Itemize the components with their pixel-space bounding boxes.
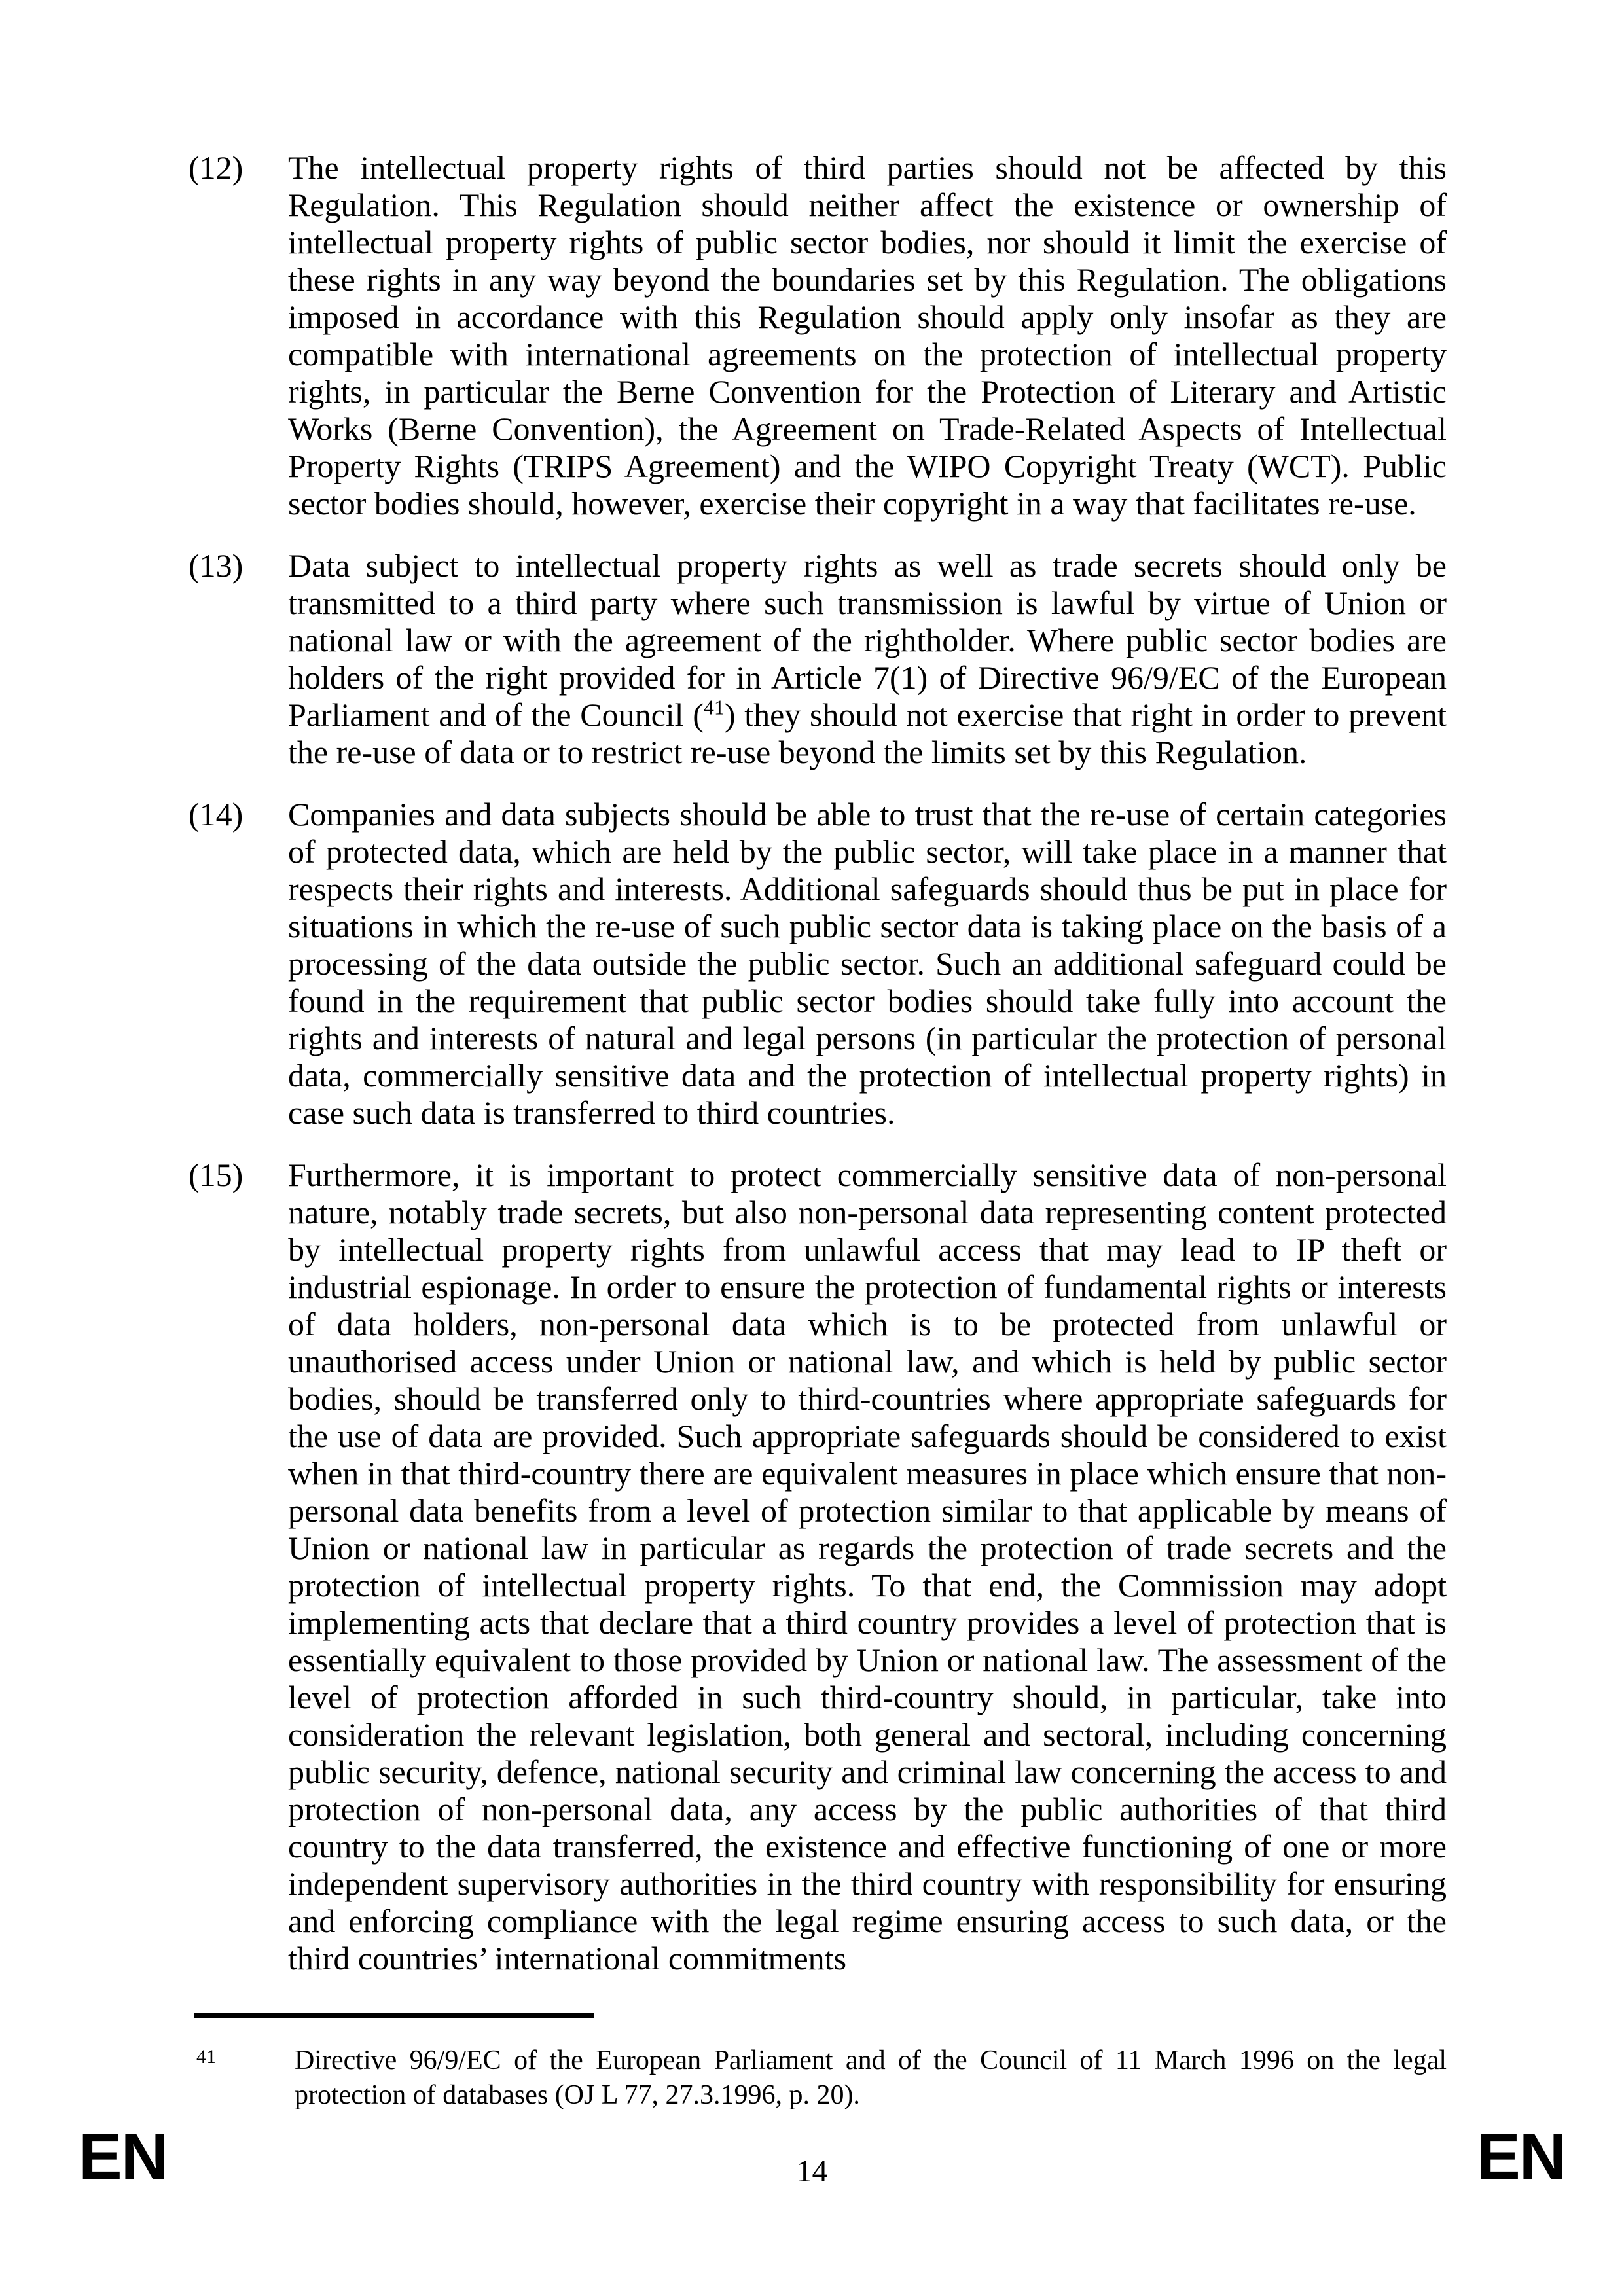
page-number: 14 [796, 2154, 828, 2189]
recital-text: Furthermore, it is important to protect commercially sensitive data of non-personal nature, notably trade secrets, but also non-personal data representing content protected by intellectual property rights from unlawful access that may lead to IP theft or industrial espionage. In order to ensure the protection of fundamental rights or interests of data holders, non-personal data which is to be protected from unlawful or unauthorised access under Union or national law, and which is held by public sector bodies, should be transferred only to third-countries where appropriate safeguards for the use of data are provided. Such appropriate safeguards should be considered to exist when in that third-country there are equivalent measures in place which ensure that non-personal data benefits from a level of protection similar to that applicable by means of Union or national law in particular as regards the protection of trade secrets and the protection of intellectual property rights. To that end, the Commission may adopt implementing acts that declare that a third country provides a level of protection that is essentially equivalent to those provided by Union or national law. The assessment of the level of protection afforded in such third-country should, in particular, take into consideration the relevant legislation, both general and sectoral, including concerning public security, defence, national security and criminal law concerning the access to and protection of non-personal data, any access by the public authorities of that third country to the data transferred, the existence and effective functioning of one or more independent supervisory authorities in the third country with responsibility for ensuring and enforcing compliance with the legal regime ensuring access to such data, or the third countries’ international commitments [288, 1157, 1447, 1977]
language-marker-left: EN [79, 2120, 167, 2193]
recital-number: (15) [189, 1157, 244, 1193]
footnote-text: Directive 96/9/EC of the European Parliament and of the Council of 11 March 1996 on the legal protection of databases (OJ L 77, 27.3.1996, p. 20). [295, 2045, 1447, 2110]
recital-number: (14) [189, 796, 244, 833]
language-marker-right: EN [1477, 2120, 1565, 2193]
footnote-marker: 41 [196, 2046, 216, 2068]
footnote-reference: 41 [703, 695, 725, 719]
recital-13 [189, 547, 1447, 771]
recital-text: The intellectual property rights of third parties should not be affected by this Regulation. This Regulation should neither affect the existence or ownership of intellectual property rights of public sector bodies, nor should it limit the exercise of these rights in any way beyond the boundaries set by this Regulation. The obligations imposed in accordance with this Regulation should apply only insofar as they are compatible with international agreements on the protection of intellectual property rights, in particular the Berne Convention for the Protection of Literary and Artistic Works (Berne Convention), the Agreement on Trade-Related Aspects of Intellectual Property Rights (TRIPS Agreement) and the WIPO Copyright Treaty (WCT). Public sector bodies should, however, exercise their copyright in a way that facilitates re-use. [288, 149, 1447, 522]
recital-14 [189, 796, 1447, 1132]
recital-text: Data subject to intellectual property rights as well as trade secrets should only be transmitted to a third party where such transmission is lawful by virtue of Union or national law or with the agreement of the rightholder. Where public sector bodies are holders of the right provided for in Article 7(1) of Directive 96/9/EC of the European Parliament and of the Council ( [288, 547, 1447, 733]
footnote-separator [194, 2013, 594, 2018]
recital-number: (12) [189, 149, 244, 186]
recital-text: ) they should not exercise that right in order to prevent the re-use of data or to restrict re-use beyond the limits set by this Regulation. [288, 696, 1447, 770]
recitals-block [189, 149, 1447, 2002]
recital-number: (13) [189, 547, 244, 584]
recital-15 [189, 1157, 1447, 1977]
recital-12 [189, 149, 1447, 522]
recital-text: Companies and data subjects should be able to trust that the re-use of certain categories of protected data, which are held by the public sector, will take place in a manner that respects their rights and interests. Additional safeguards should thus be put in place for situations in which the re-use of such public sector data is taking place on the basis of a processing of the data outside the public sector. Such an additional safeguard could be found in the requirement that public sector bodies should take fully into account the rights and interests of natural and legal persons (in particular the protection of personal data, commercially sensitive data and the protection of intellectual property rights) in case such data is transferred to third countries. [288, 796, 1447, 1131]
